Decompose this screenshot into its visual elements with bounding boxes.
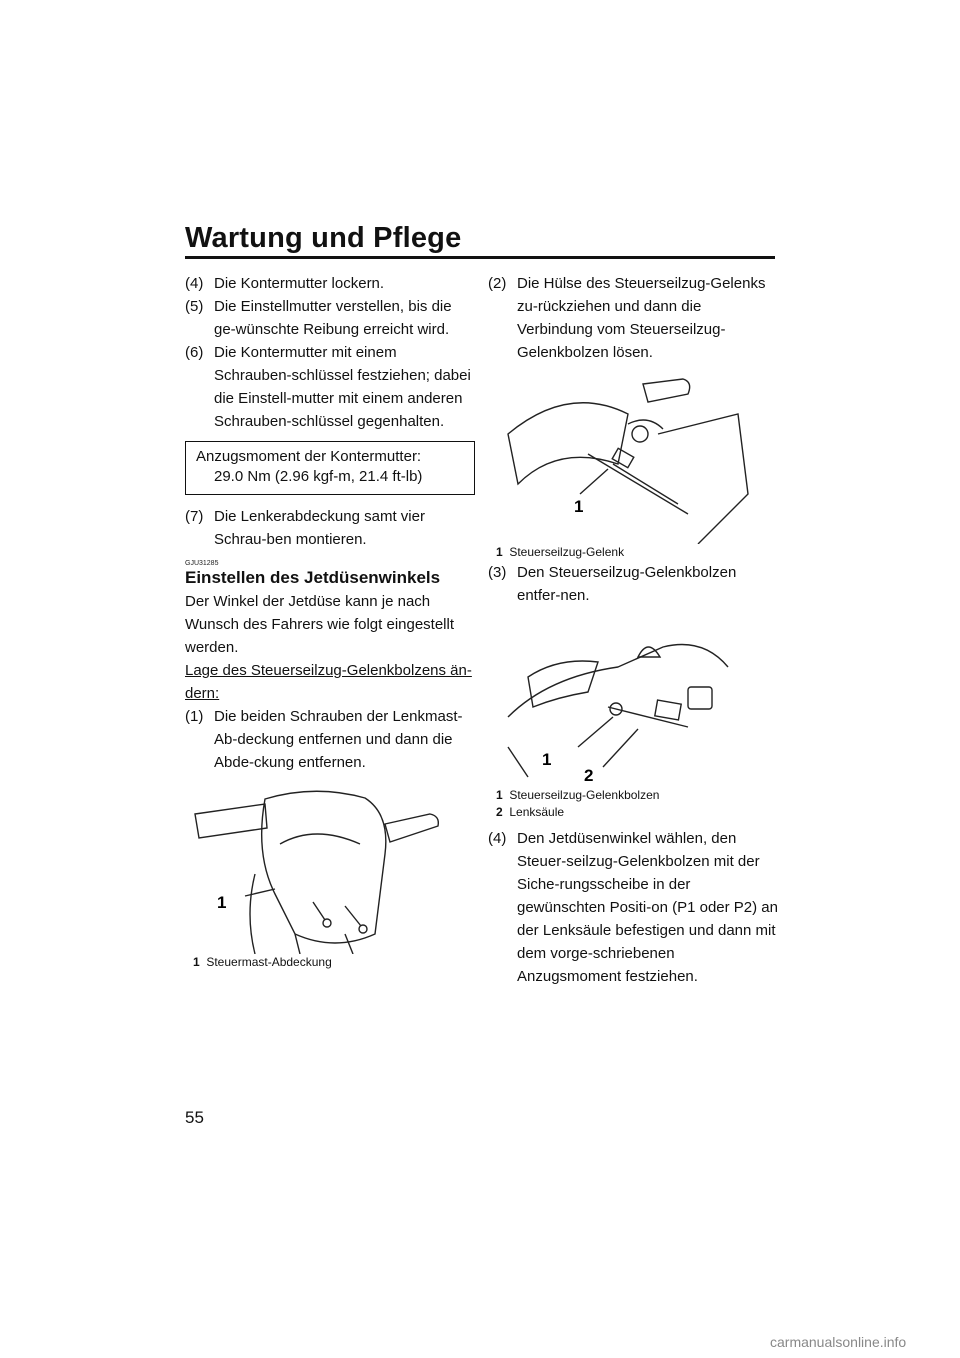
step-text: Die Kontermutter mit einem Schrauben-schlüssel festziehen; dabei die Einstell-mutter mit einem anderen Schrauben-schlüssel gegenhalten. <box>214 344 471 430</box>
figure-caption <box>488 787 778 821</box>
left-column <box>185 272 475 971</box>
section-heading: Einstellen des Jetdüsenwinkels <box>185 568 441 587</box>
step-number: (4) <box>185 275 204 292</box>
step-3 <box>488 561 778 607</box>
step-text: Die Kontermutter lockern. <box>214 275 385 292</box>
step-text: Die beiden Schrauben der Lenkmast-Ab-deckung entfernen und dann die Abde-ckung entfernen. <box>214 708 463 771</box>
step-7 <box>185 505 475 551</box>
figure-steering-cover <box>185 784 475 971</box>
fig3-callout-2: 2 <box>584 766 594 785</box>
page-title: Wartung und Pflege <box>185 222 462 254</box>
spec-label: Anzugsmoment der Kontermutter: <box>196 448 422 465</box>
caption-text: Lenksäule <box>509 805 565 819</box>
caption-text: Steuerseilzug-Gelenk <box>509 545 625 559</box>
fig2-callout: 1 <box>574 497 584 516</box>
step-number: (5) <box>185 298 204 315</box>
step-number: (3) <box>488 564 507 581</box>
step-number: (2) <box>488 275 507 292</box>
figure-cable-joint <box>488 374 778 561</box>
step-2 <box>488 272 778 364</box>
step-text: Die Lenkerabdeckung samt vier Schrau-ben montieren. <box>214 508 425 548</box>
steering-cover-illustration <box>185 784 475 954</box>
step-4 <box>185 272 475 295</box>
figure-joint-bolt <box>488 617 778 821</box>
step-text: Den Steuerseilzug-Gelenkbolzen entfer-nen. <box>517 564 737 604</box>
caption-number: 1 <box>193 955 200 969</box>
watermark: carmanualsonline.info <box>770 1334 907 1350</box>
joint-bolt-illustration <box>488 617 778 787</box>
torque-spec-box <box>185 441 475 495</box>
caption-number: 2 <box>496 805 503 819</box>
spec-value: 29.0 Nm (2.96 kgf-m, 21.4 ft-lb) <box>214 468 423 485</box>
caption-text: Steuerseilzug-Gelenkbolzen <box>509 788 660 802</box>
page-number: 55 <box>185 1108 204 1127</box>
caption-number: 1 <box>496 545 503 559</box>
fig1-callout: 1 <box>217 893 227 912</box>
step-number: (4) <box>488 830 507 847</box>
cable-joint-illustration <box>488 374 778 544</box>
header-rule <box>185 256 775 259</box>
step-4-right <box>488 827 778 988</box>
subheading: Lage des Steuerseilzug-Gelenkbolzens än-dern: <box>185 662 472 702</box>
caption-number: 1 <box>496 788 503 802</box>
section-code: GJU31285 <box>185 560 219 567</box>
right-column <box>488 272 778 988</box>
fig3-callout-1: 1 <box>542 750 552 769</box>
caption-text: Steuermast-Abdeckung <box>206 955 332 969</box>
step-number: (7) <box>185 508 204 525</box>
figure-caption <box>488 544 778 561</box>
intro-paragraph: Der Winkel der Jetdüse kann je nach Wunsch des Fahrers wie folgt eingestellt werden. <box>185 593 455 656</box>
step-6 <box>185 341 475 433</box>
step-1 <box>185 705 475 774</box>
step-5 <box>185 295 475 341</box>
step-number: (6) <box>185 344 204 361</box>
figure-caption <box>185 954 475 971</box>
step-text: Den Jetdüsenwinkel wählen, den Steuer-seilzug-Gelenkbolzen mit der Siche-rungsscheibe in der gewünschten Positi-on (P1 oder P2) an der Lenksäule befestigen und dann mit dem vorge-schriebenen Anzugsmoment festziehen. <box>517 830 778 985</box>
step-text: Die Hülse des Steuerseilzug-Gelenks zu-rückziehen und dann die Verbindung vom Steuerseilzug-Gelenkbolzen lösen. <box>517 275 766 361</box>
step-number: (1) <box>185 708 204 725</box>
step-text: Die Einstellmutter verstellen, bis die ge-wünschte Reibung erreicht wird. <box>214 298 452 338</box>
